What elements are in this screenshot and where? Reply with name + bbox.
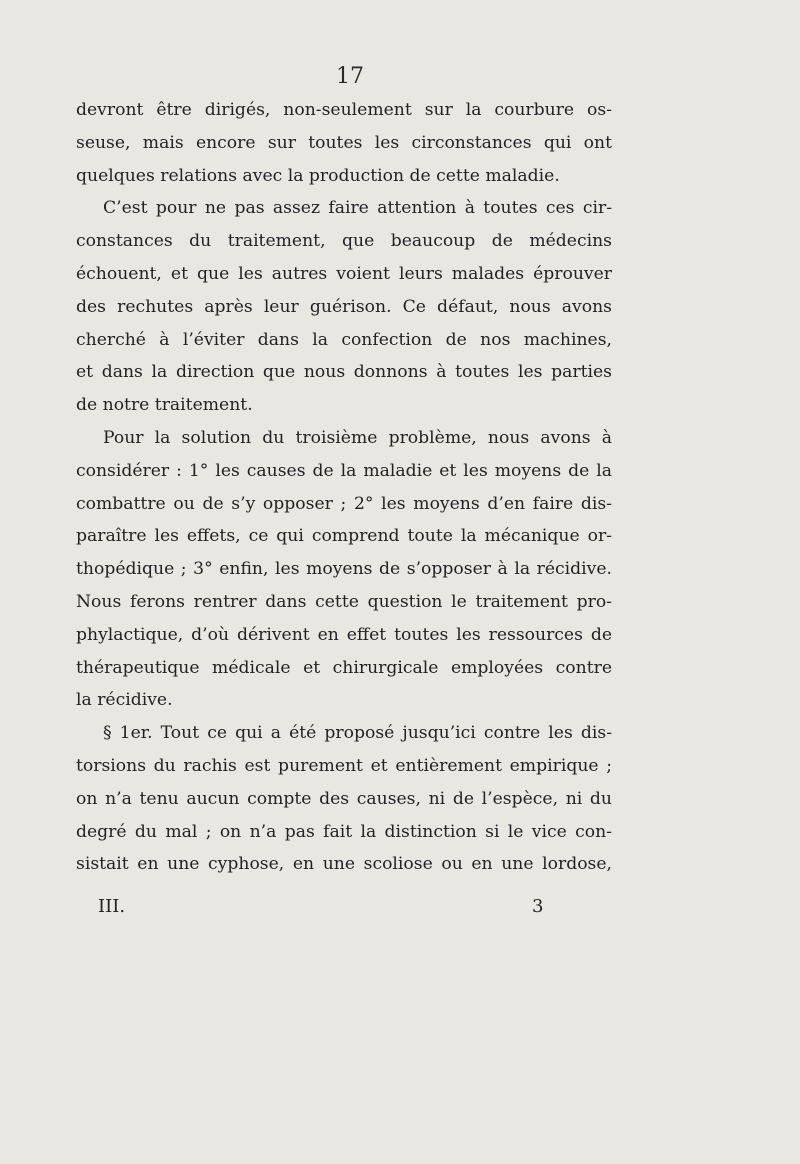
text-line: seuse, mais encore sur toutes les circonstances qui ont <box>76 132 612 153</box>
text-line: thérapeutique médicale et chirurgicale employées contre <box>76 657 612 678</box>
text-line: des rechutes après leur guérison. Ce défaut, nous avons <box>76 296 612 317</box>
page-footer <box>0 896 800 926</box>
gathering-number: 3 <box>532 896 544 917</box>
text-line: de notre traitement. <box>76 395 253 416</box>
text-line: Pour la solution du troisième problème, nous avons à <box>103 427 612 448</box>
text-line: devront être dirigés, non-seulement sur la courbure os- <box>76 100 612 120</box>
text-line: et dans la direction que nous donnons à toutes les parties <box>76 362 612 383</box>
text-line: degré du mal ; on n’a pas fait la distinction si le vice con- <box>76 821 612 842</box>
text-line: la récidive. <box>76 690 173 711</box>
signature-mark: III. <box>98 896 126 917</box>
text-line: Nous ferons rentrer dans cette question le traitement pro- <box>76 591 612 612</box>
text-line: torsions du rachis est purement et entièrement empirique ; <box>76 755 612 776</box>
text-line: échouent, et que les autres voient leurs malades éprouver <box>76 263 612 284</box>
text-line: quelques relations avec la production de cette maladie. <box>76 165 560 186</box>
text-line: sistait en une cyphose, en une scoliose ou en une lordose, <box>76 854 612 875</box>
text-line: phylactique, d’où dérivent en effet toutes les ressources de <box>76 624 612 645</box>
text-line: § 1er. Tout ce qui a été proposé jusqu’ici contre les dis- <box>103 723 612 744</box>
text-line: C’est pour ne pas assez faire attention à toutes ces cir- <box>103 198 612 219</box>
text-line: constances du traitement, que beaucoup de médecins <box>76 231 612 252</box>
page-number: 17 <box>336 64 364 89</box>
text-line: combattre ou de s’y opposer ; 2° les moyens d’en faire dis- <box>76 493 612 514</box>
body-text <box>76 94 612 881</box>
text-line: paraître les effets, ce qui comprend toute la mécanique or- <box>76 526 612 547</box>
text-line: considérer : 1° les causes de la maladie et les moyens de la <box>76 460 612 481</box>
text-line: cherché à l’éviter dans la confection de nos machines, <box>76 329 612 350</box>
text-line: on n’a tenu aucun compte des causes, ni de l’espèce, ni du <box>76 788 612 809</box>
text-line: thopédique ; 3° enfin, les moyens de s’opposer à la récidive. <box>76 559 612 580</box>
